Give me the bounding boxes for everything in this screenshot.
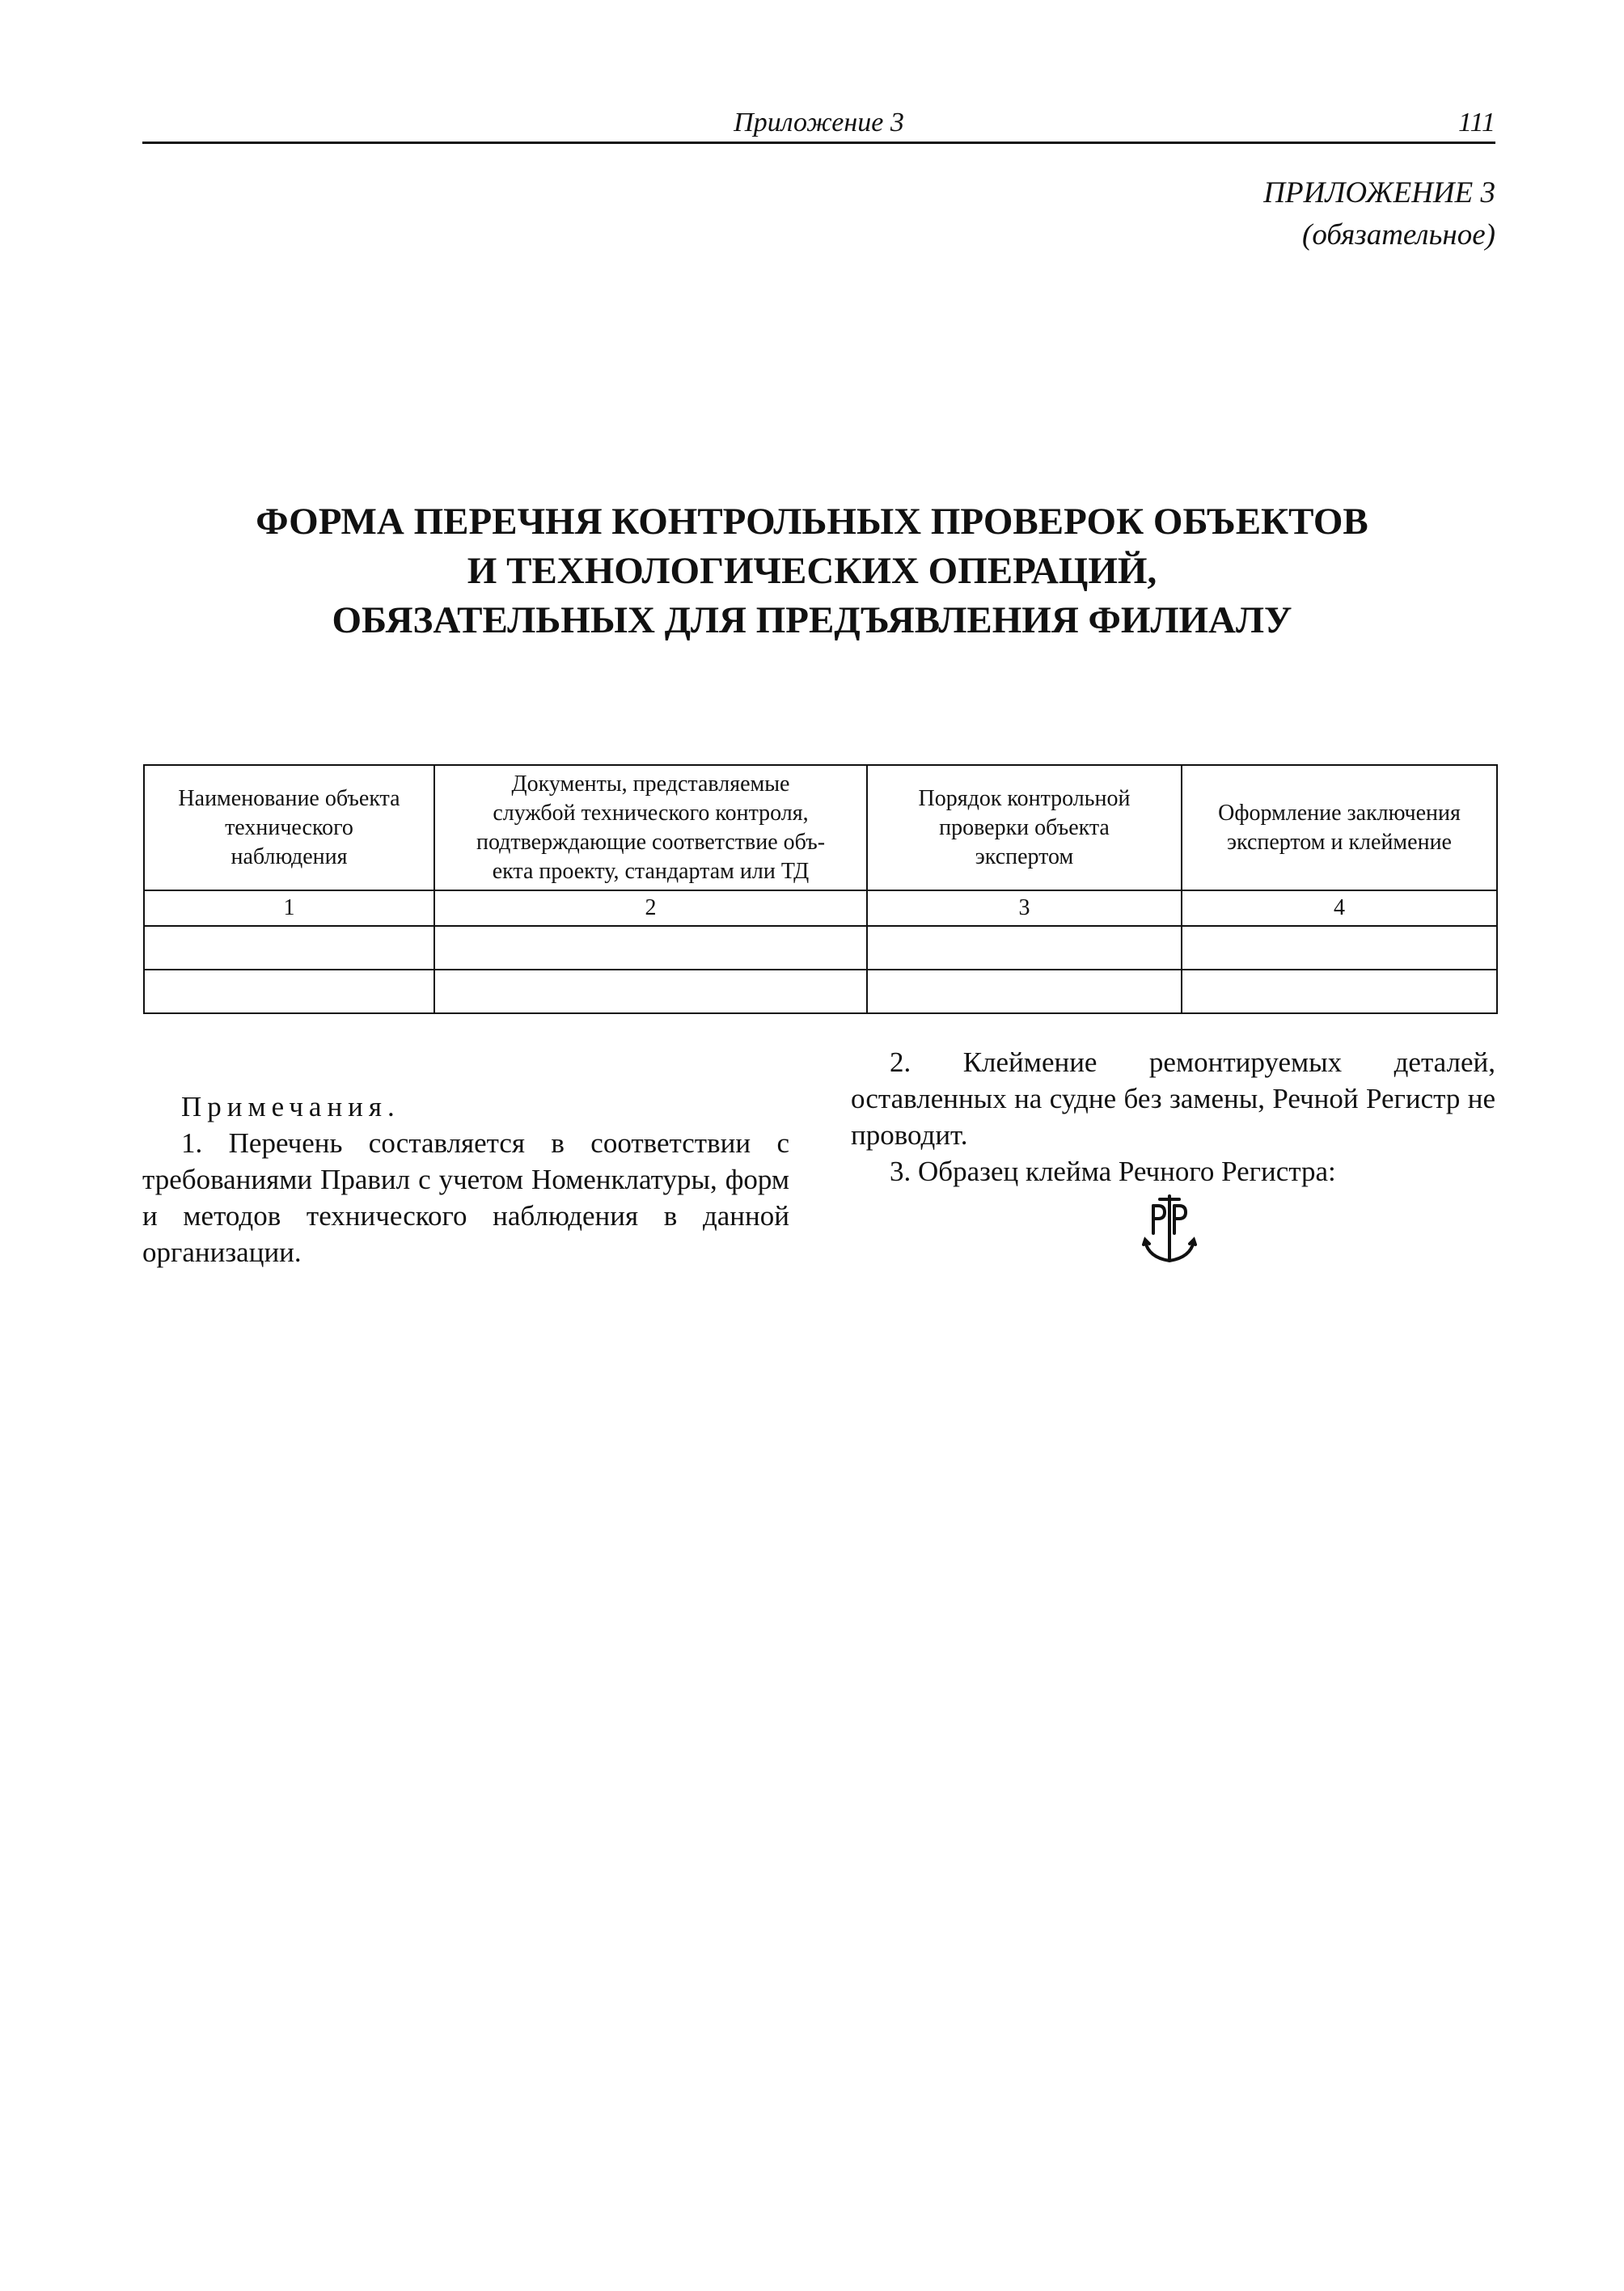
checklist-form-table: [143, 764, 1498, 1014]
table-row: [144, 926, 1497, 970]
column-number: 3: [867, 890, 1182, 926]
column-header-object-name: Наименование объекта технического наблюдения: [144, 765, 434, 890]
table-header-row: [144, 765, 1497, 890]
stamp-letters: РР: [1169, 1248, 1170, 1249]
table-cell: [144, 926, 434, 970]
title-line: ОБЯЗАТЕЛЬНЫХ ДЛЯ ПРЕДЪЯВЛЕНИЯ ФИЛИАЛУ: [332, 599, 1292, 641]
running-header: [142, 108, 1495, 144]
table-cell: [867, 926, 1182, 970]
title-line: И ТЕХНОЛОГИЧЕСКИХ ОПЕРАЦИЙ,: [467, 550, 1157, 592]
column-header-check-procedure: Порядок контрольной проверки объекта экспертом: [867, 765, 1182, 890]
note-1: 1. Перечень составляется в соответствии с требованиями Правил с учетом Номенклатуры, форм и методов технического наблюдения в данной организации.: [142, 1127, 789, 1268]
table-cell: [434, 970, 867, 1013]
column-header-conclusion: Оформление заключения экспертом и клеймение: [1182, 765, 1497, 890]
notes-right-column: [851, 1044, 1495, 1190]
page-number: 111: [1458, 108, 1495, 137]
notes-heading: Примечания.: [181, 1091, 400, 1122]
document-title: [0, 497, 1624, 645]
table-cell: [1182, 970, 1497, 1013]
table-cell: [1182, 926, 1497, 970]
running-title: Приложение 3: [734, 108, 904, 137]
appendix-number: ПРИЛОЖЕНИЕ 3: [1263, 176, 1495, 209]
table-cell: [867, 970, 1182, 1013]
column-number-row: [144, 890, 1497, 926]
note-3: 3. Образец клейма Речного Регистра:: [890, 1156, 1336, 1187]
appendix-label: [1263, 172, 1495, 256]
table-row: [144, 970, 1497, 1013]
table-cell: [144, 970, 434, 1013]
column-header-documents: Документы, представляемые службой технического контроля, подтверждающие соответствие объ- екта проекту, стандартам или ТД: [434, 765, 867, 890]
note-2: 2. Клеймение ремонтируемых деталей, оставленных на судне без замены, Речной Регистр не проводит.: [851, 1046, 1495, 1151]
notes-left-column: [142, 1088, 789, 1270]
table-cell: [434, 926, 867, 970]
river-register-stamp-icon: [1140, 1191, 1199, 1264]
column-number: 2: [434, 890, 867, 926]
column-number: 1: [144, 890, 434, 926]
appendix-status: (обязательное): [1302, 218, 1495, 252]
column-number: 4: [1182, 890, 1497, 926]
title-line: ФОРМА ПЕРЕЧНЯ КОНТРОЛЬНЫХ ПРОВЕРОК ОБЪЕКТОВ: [256, 501, 1368, 543]
